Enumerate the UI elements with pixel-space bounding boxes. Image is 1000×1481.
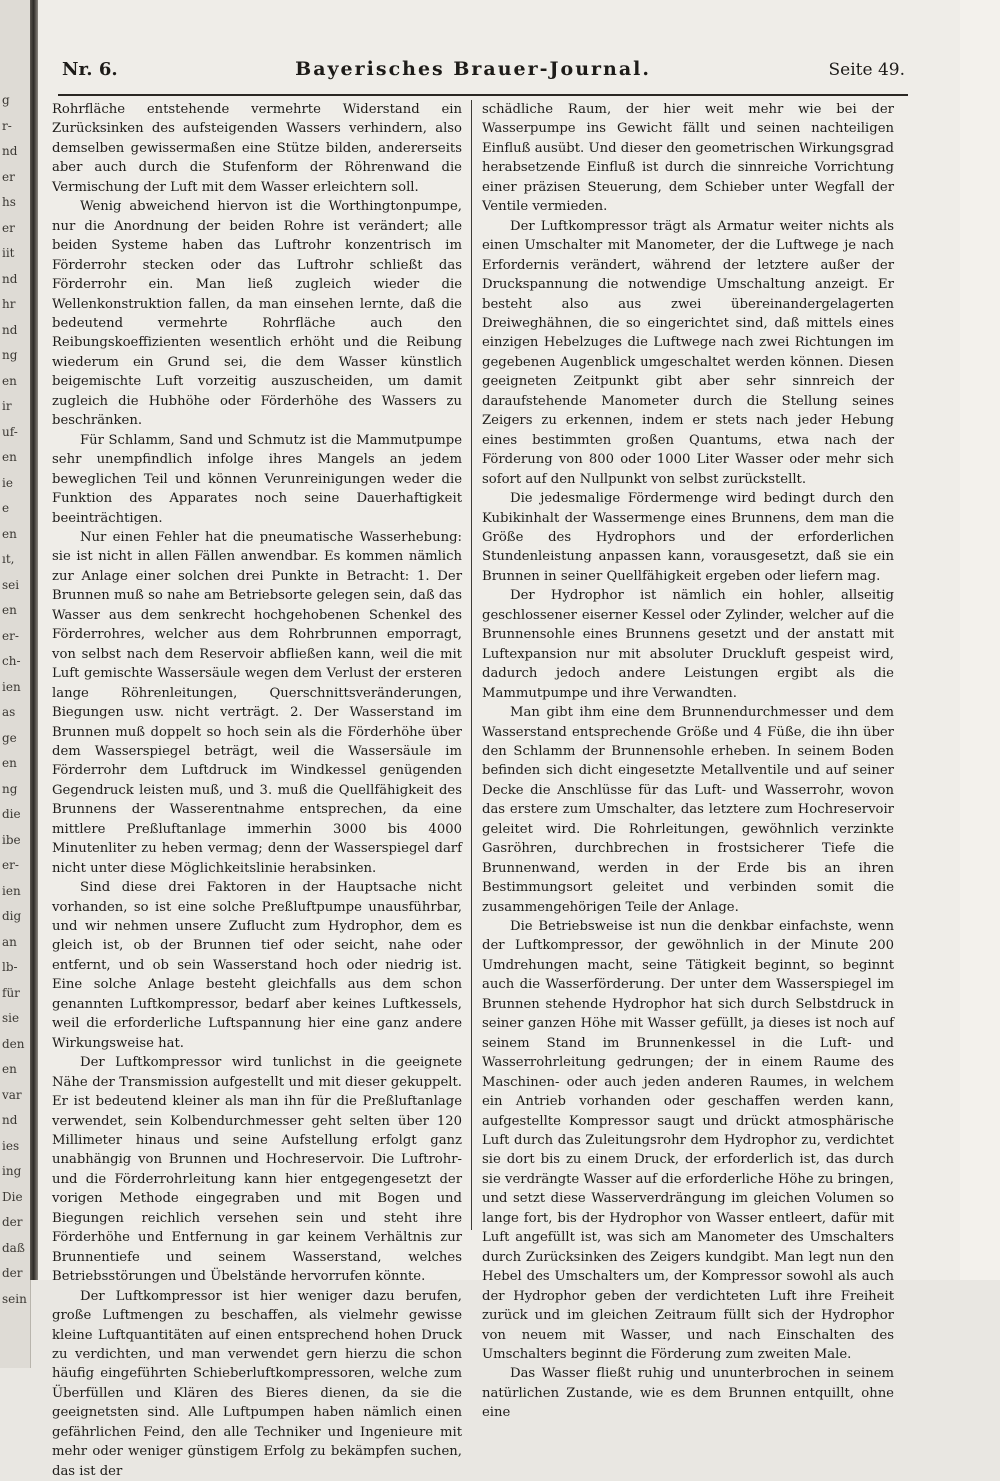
right-column [482, 100, 894, 1423]
paragraph: Rohrfläche entstehende vermehrte Widerstand ein Zurücksinken des aufsteigenden Wassers verhindern, also demselben gewissermaßen eine Stütze bilden, andererseits aber auch durch die Stufenform der Röhrenwand die Vermischung der Luft mit dem Wasser erleichtern soll. [52, 102, 462, 195]
previous-page-fragment: en [2, 756, 17, 770]
previous-page-fragment: ien [2, 679, 21, 694]
previous-page-fragment: g [2, 93, 10, 107]
paragraph: Nur einen Fehler hat die pneumatische Wasserhebung: sie ist nicht in allen Fällen anwendbar. Es kommen nämlich zur Anlage einer solchen drei Punkte in Betracht: 1. Der Brunnen muß so nahe am Betriebsorte gelegen sein, daß das Wasser aus dem senkrecht hochgehobenen Schenkel des Förderrohres, welcher aus dem Rohrbrunnen emporragt, von selbst nach dem Reservoir abfließen kann, weil die mit Luft gemischte Wassersäule wegen dem Verlust der ersteren lange Röhrenleitungen, Querschnittsveränderungen, Biegungen usw. nicht verträgt. 2. Der Wasserstand im Brunnen muß doppelt so hoch sein als die Förderhöhe über dem Wasserspiegel beträgt, weil die Wassersäule im Förderrohr dem Luftdruck im Windkessel genügenden Gegendruck leisten muß, und 3. muß die Quellfähigkeit des Brunnens der Wasserentnahme entsprechen, da eine mittlere Preßluftanlage immerhin 3000 bis 4000 Minutenliter zu heben vermag; denn der Wasserspiegel darf nicht unter diese Möglichkeitslinie herabsinken. [52, 529, 462, 876]
previous-page-fragment: var [2, 1087, 22, 1102]
previous-page-fragment: nd [2, 271, 18, 286]
column-divider [471, 100, 472, 1230]
previous-page-fragment: ie [2, 475, 13, 490]
previous-page-fragment: für [2, 985, 20, 1000]
paragraph: schädliche Raum, der hier weit mehr wie bei der Wasserpumpe ins Gewicht fällt und seinen nachteiligen Einfluß ausübt. Und dieser den geometrischen Wirkungsgrad herabsetzende Einfluß ist durch die sinnreiche Vorrichtung einer präzisen Steuerung, dem Schieber unter Wegfall der Ventile vermieden. [482, 102, 894, 215]
previous-page-fragment: iit [2, 246, 15, 260]
paragraph: Für Schlamm, Sand und Schmutz ist die Mammutpumpe sehr unempfindlich infolge ihres Mangels an jedem beweglichen Teil und können Verunreinigungen weder die Funktion des Apparates noch seine Dauerhaftigkeit beeinträchtigen. [52, 432, 462, 526]
previous-page-fragment: ng [2, 348, 18, 362]
previous-page-fragment: hs [2, 195, 16, 209]
paragraph: Sind diese drei Faktoren in der Hauptsache nicht vorhanden, so ist eine solche Preßluftpumpe unausführbar, und wir nehmen unsere Zuflucht zum Hydrophor, dem es gleich ist, ob der Brunnen tief oder seicht, nahe oder entfernt, und ob sein Wasserstand hoch oder niedrig ist. Eine solche Anlage besteht gleichfalls aus dem schon genannten Luftkompressor, bedarf aber keines Luftkessels, weil die erforderliche Luftspannung hier eine ganz andere Wirkungsweise hat. [52, 880, 462, 1051]
previous-page-fragment: ch- [2, 654, 21, 668]
previous-page-fragment: uf- [2, 424, 18, 439]
previous-page-fragment: ge [2, 730, 17, 745]
previous-page-fragment: nd [2, 322, 18, 337]
paragraph: Man gibt ihm eine dem Brunnendurchmesser und dem Wasserstand entsprechende Größe und 4 Füße, die ihn über den Schlamm der Brunnensohle erheben. In seinem Boden befinden sich dicht eingesetzte Metallventile und auf seiner Decke die Anschlüsse für das Luft- und Wasserrohr, wovon das erstere zum Umschalter, das letztere zum Hochreservoir geleitet wird. Die Rohrleitungen, gewöhnlich verzinkte Gasröhren, durchbrechen in frostsicherer Tiefe die Brunnenwand, werden in der Erde bis an ihren Bestimmungsort geleitet und verbinden somit die zusammengehörigen Teile der Anlage. [482, 705, 894, 915]
previous-page-fragment: sei [2, 577, 20, 592]
previous-page-fragment: Die [2, 1189, 23, 1204]
page-margin [960, 0, 1000, 1280]
previous-page-fragment: nd [2, 1113, 18, 1127]
paragraph: Die jedesmalige Fördermenge wird bedingt durch den Kubikinhalt der Wassermenge eines Brunnens, dem man die Größe des Hydrophors und der erforderlichen Stundenleistung anpassen kann, vorausgesetzt, daß sie ein Brunnen in seiner Quellfähigkeit ergeben oder liefern mag. [482, 491, 894, 584]
previous-page-fragment: ien [2, 883, 21, 898]
page-header [62, 58, 905, 88]
previous-page-fragment: r- [2, 118, 12, 133]
left-column [52, 100, 462, 1481]
previous-page-fragment: hr [2, 297, 16, 311]
previous-page-fragment: as [2, 705, 16, 719]
previous-page-fragment: ng [2, 781, 18, 796]
previous-page-fragment: den [2, 1036, 25, 1051]
previous-page-fragment: ir [2, 399, 12, 413]
paragraph: Die Betriebsweise ist nun die denkbar einfachste, wenn der Luftkompressor, der gewöhnlich in der Minute 200 Umdrehungen macht, seine Tätigkeit beginnt, so beginnt auch die Wasserförderung. Der unter dem Wasserspiegel im Brunnen stehende Hydrophor hat sich durch Selbstdruck in seiner ganzen Höhe mit Wasser gefüllt, ja dieses ist noch auf seinem Stand im Brunnenkessel in die Luft- und Wasserrohrleitung gedrungen; der in einem Raume des Maschinen- oder auch jeden anderen Raumes, in welchem ein Antrieb vorhanden oder geschaffen werden kann, aufgestellte Kompressor saugt und drückt atmosphärische Luft durch das Zuleitungsrohr dem Hydrophor zu, verdichtet sie dort bis zu einem Druck, der erforderlich ist, das durch sie verdrängte Wasser auf die erforderliche Höhe zu bringen, und setzt diese Wasserverdrängung im gleichen Volumen so lange fort, bis der Hydrophor von Wasser entleert, dafür mit Luft angefüllt ist, was sich am Manometer des Umschalters durch Zurücksinken des Zeigers kundgibt. Man legt nun den Hebel des Umschalters um, der Kompressor sowohl als auch der Hydrophor geben der verdichteten Luft ihre Freiheit zurück und im gleichen Zeitraum füllt sich der Hydrophor von neuem mit Wasser, und nach Einschalten des Umschalters beginnt die Förderung zum zweiten Male. [482, 919, 894, 1362]
previous-page-fragment: en [2, 1062, 17, 1076]
previous-page-fragment: die [2, 807, 21, 821]
previous-page-fragment: der [2, 1215, 23, 1229]
paragraph: Wenig abweichend hiervon ist die Worthingtonpumpe, nur die Anordnung der beiden Rohre ist verändert; alle beiden Systeme haben das Luftrohr konzentrisch im Förderrohr stecken oder das Luftrohr schließt das Förderrohr ein. Man ließ zugleich wieder die Wellenkonstruktion fallen, da man einsehen lernte, daß die bedeutend vermehrte Rohrfläche auch den Reibungskoeffizienten wesentlich erhöht und die Reibung wiederum ein Grund sei, die dem Wasser künstlich beigemischte Luft vorzeitig auszuscheiden, um damit zugleich die Hubhöhe oder Förderhöhe des Wassers zu beschränken. [52, 199, 462, 429]
header-rule [58, 94, 908, 96]
previous-page-fragment: ies [2, 1138, 20, 1153]
previous-page-fragment: lb- [2, 960, 18, 974]
previous-page-fragment: en [2, 373, 17, 388]
previous-page-fragment: er- [2, 858, 19, 872]
previous-page-fragment: er [2, 169, 15, 184]
paragraph: Das Wasser fließt ruhig und ununterbrochen in seinem natürlichen Zustande, wie es dem Brunnen entquillt, ohne eine [482, 1366, 894, 1421]
previous-page-fragment: an [2, 934, 17, 949]
previous-page-fragment: er- [2, 628, 19, 643]
previous-page-fragment: daß [2, 1240, 25, 1255]
journal-title: Bayerisches Brauer-Journal. [295, 58, 651, 80]
previous-page-fragment: ıt, [2, 552, 15, 566]
previous-page-fragment: nd [2, 144, 18, 158]
previous-page-fragment: er [2, 220, 15, 235]
previous-page-edge [0, 0, 31, 1368]
page-number: Seite 49. [828, 60, 905, 80]
book-binding [30, 0, 38, 1280]
previous-page-fragment: en [2, 603, 17, 617]
previous-page-fragment: en [2, 450, 17, 464]
previous-page-fragment: ibe [2, 832, 21, 847]
previous-page-fragment: dig [2, 909, 22, 923]
issue-number: Nr. 6. [62, 59, 118, 80]
paragraph: Der Hydrophor ist nämlich ein hohler, allseitig geschlossener eiserner Kessel oder Zylinder, welcher auf die Brunnensohle eines Brunnens gesetzt und der anstatt mit Luftexpansion nur mit absoluter Druckluft gespeist wird, dadurch jedoch andere Leistungen ergibt als die Mammutpumpe und ihre Verwandten. [482, 588, 894, 701]
paragraph: Der Luftkompressor wird tunlichst in die geeignete Nähe der Transmission aufgestellt und mit dieser gekuppelt. Er ist bedeutend kleiner als man ihn für die Preßluftanlage verwendet, sein Kolbendurchmesser geht selten über 120 Millimeter hinaus und seine Aufstellung erfolgt ganz unabhängig von Brunnen und Hochreservoir. Die Luftrohr- und die Förderrohrleitung kann hier entgegengesetzt der vorigen Methode eingegraben und mit Bogen und Biegungen reichlich versehen sein und steht ihre Förderhöhe und Entfernung in gar keinem Verhältnis zur Brunnentiefe und seinem Wasserstand, welches Betriebsstörungen und Übelstände hervorrufen könnte. [52, 1055, 462, 1285]
previous-page-fragment: en [2, 526, 17, 541]
previous-page-fragment: der [2, 1266, 23, 1280]
previous-page-fragment: sie [2, 1011, 20, 1025]
previous-page-fragment: sein [2, 1291, 27, 1306]
paragraph: Der Luftkompressor ist hier weniger dazu berufen, große Luftmengen zu beschaffen, als vielmehr gewisse kleine Luftquantitäten auf einen entsprechend hohen Druck zu verdichten, und man verwendet gern hierzu die schon häufig eingeführten Schieberluftkompressoren, welche zum Überfüllen und Klären des Bieres dienen, da sie die geeignetsten sind. Alle Luftpumpen haben nämlich einen gefährlichen Feind, den alle Techniker und Ingenieure mit mehr oder weniger günstigem Erfolg zu bekämpfen suchen, das ist der [52, 1288, 462, 1479]
previous-page-fragment: ing [2, 1164, 22, 1178]
previous-page-fragment: e [2, 501, 10, 515]
paragraph: Der Luftkompressor trägt als Armatur weiter nichts als einen Umschalter mit Manometer, der die Luftwege je nach Erfordernis verändert, während der letztere außer der Druckspannung die notwendige Umschaltung anzeigt. Er besteht also aus zwei übereinandergelagerten Dreiweghähnen, die so eingerichtet sind, daß mittels eines einzigen Hebelzuges die Luftwege nach zwei Richtungen im gegebenen Augenblick umgeschaltet werden können. Diesen geeigneten Zeitpunkt gibt aber sehr sinnreich der daraufstehende Manometer durch die Stellung seines Zeigers zu erkennen, indem er stets nach jeder Hebung eines bestimmten großen Quantums, etwa nach der Förderung von 800 oder 1000 Liter Wasser oder mehr sich sofort auf den Nullpunkt von selbst zurückstellt. [482, 218, 894, 487]
